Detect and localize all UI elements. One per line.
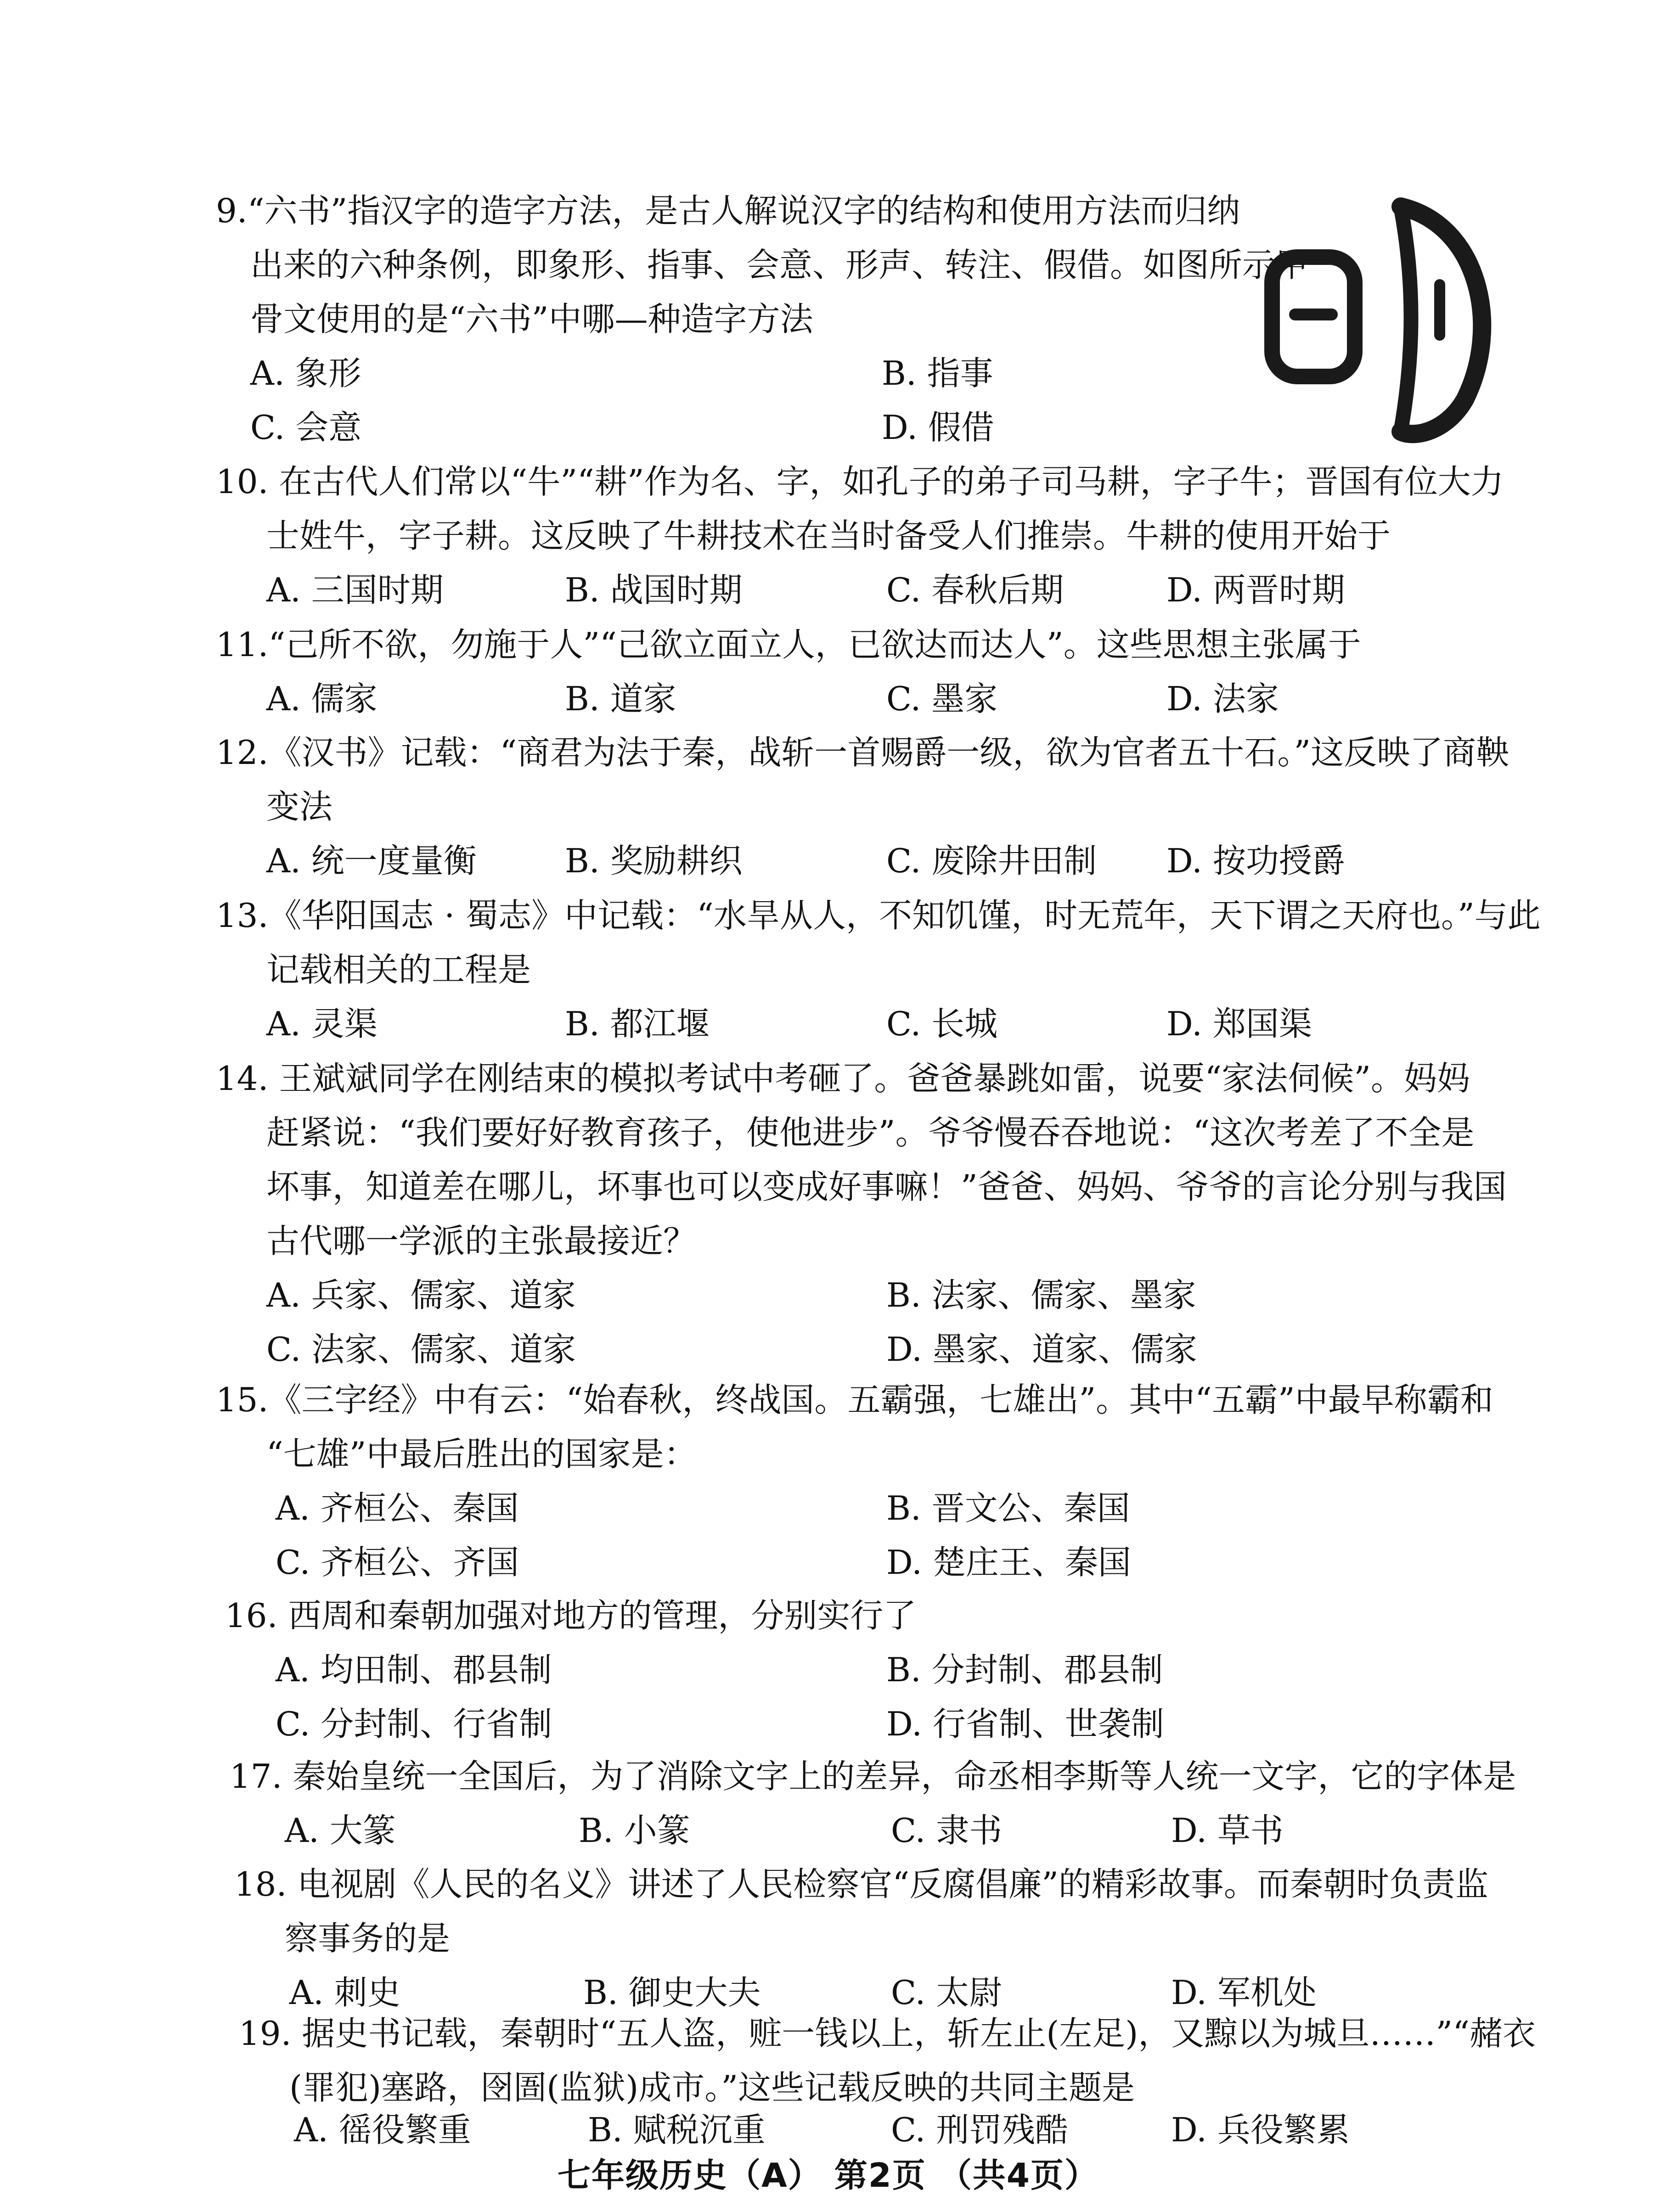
option-d[interactable]: D. 两晋时期 [1166,571,1345,609]
option-row [216,997,1541,1051]
option-d[interactable]: D. 按功授爵 [1166,842,1345,880]
question-17 [230,1749,1516,1858]
question-stem-line: 17. 秦始皇统一全国后，为了消除文字上的差异，命丞相李斯等人统一文字，它的字体是 [230,1757,1516,1796]
question-10 [216,455,1504,617]
question-stem-line: 变法 [266,787,333,826]
option-c[interactable]: C. 法家、儒家、道家 [266,1330,576,1369]
option-c[interactable]: C. 废除井田制 [886,842,1097,880]
question-stem-line: “七雄”中最后胜出的国家是： [266,1435,697,1473]
option-d[interactable]: D. 军机处 [1171,1973,1317,2012]
question-stem-line: 13.《华阳国志 · 蜀志》中记载：“水旱从人，不知饥馑，时无荒年，天下谓之天府也。”与此 [216,896,1541,935]
question-18 [234,1857,1488,2020]
option-c[interactable]: C. 墨家 [886,679,998,718]
question-stem-line: 出来的六种条例，即象形、指事、会意、形声、转注、假借。如图所示甲 [250,246,1309,284]
question-stem-line: 16. 西周和秦朝加强对地方的管理，分别实行了 [225,1596,917,1635]
option-row [216,346,1308,400]
question-stem-line: 察事务的是 [285,1919,451,1958]
option-row [216,1268,1507,1322]
option-a[interactable]: A. 象形 [250,354,361,393]
option-row [216,834,1509,888]
option-c[interactable]: C. 太尉 [891,1973,1003,2012]
option-row [225,1643,1163,1697]
option-a[interactable]: A. 儒家 [266,679,377,718]
option-c[interactable]: C. 长城 [886,1005,998,1043]
question-stem-line: (罪犯)塞路，囹圄(监狱)成市。”这些记载反映的共同主题是 [289,2068,1135,2107]
option-b[interactable]: B. 战国时期 [565,571,743,609]
option-row [216,400,1308,455]
question-19 [239,2006,1536,2115]
question-stem-line: 9.“六书”指汉字的造字方法，是古人解说汉字的结构和使用方法而归纳 [216,191,1240,230]
option-a[interactable]: A. 大篆 [285,1811,396,1850]
option-d[interactable]: D. 法家 [1166,679,1279,718]
option-b[interactable]: B. 赋税沉重 [588,2111,766,2149]
option-a[interactable]: A. 徭役繁重 [294,2111,471,2149]
question-stem-line: 古代哪一学派的主张最接近？ [266,1222,697,1260]
option-row [216,563,1504,617]
option-a[interactable]: A. 兵家、儒家、道家 [266,1276,576,1314]
question-stem-line: 记载相关的工程是 [266,950,531,989]
question-stem-line: 19. 据史书记载，秦朝时“五人盗，赃一钱以上，斩左止(左足)，又黥以为城旦……”“赭衣 [239,2014,1536,2053]
question-stem-line: 18. 电视剧《人民的名义》讲述了人民检察官“反腐倡廉”的精彩故事。而秦朝时负责监 [234,1865,1489,1903]
question-15 [216,1373,1493,1589]
question-16 [225,1589,1164,1751]
page-footer: 七年级历史（A） 第2页 （共4页） [557,2156,1099,2195]
question-13 [216,888,1541,1051]
option-b[interactable]: B. 分封制、郡县制 [886,1651,1163,1689]
option-a[interactable]: A. 均田制、郡县制 [276,1651,552,1689]
question-stem-line: 12.《汉书》记载：“商君为法于秦，战斩一首赐爵一级，欲为官者五十石。”这反映了商鞅 [216,733,1510,772]
option-b[interactable]: B. 法家、儒家、墨家 [886,1276,1196,1314]
question-stem-line: 10. 在古代人们常以“牛”“耕”作为名、字，如孔子的弟子司马耕，字子牛；晋国有位大力 [216,462,1504,501]
question-stem-line: 11.“己所不欲，勿施于人”“己欲立面立人，已欲达而达人”。这些思想主张属于 [216,625,1361,664]
option-a[interactable]: A. 三国时期 [266,571,444,609]
option-row [216,1322,1507,1376]
option-a[interactable]: A. 统一度量衡 [266,842,477,880]
option-row [230,1803,1516,1858]
option-a[interactable]: A. 灵渠 [266,1005,377,1043]
option-d[interactable]: D. 兵役繁累 [1171,2111,1350,2149]
question-9 [216,184,1308,455]
option-d[interactable]: D. 草书 [1171,1811,1284,1850]
option-d[interactable]: D. 墨家、道家、儒家 [886,1330,1197,1369]
option-c[interactable]: C. 分封制、行省制 [276,1705,552,1743]
question-12 [216,725,1509,888]
question-14 [216,1051,1507,1376]
option-row [225,1697,1164,1751]
question-stem-line: 赶紧说：“我们要好好教育孩子，使他进步”。爷爷慢吞吞地说：“这次考差了不全是 [266,1113,1475,1152]
option-c[interactable]: C. 春秋后期 [886,571,1064,609]
option-row [216,1535,1493,1589]
option-d[interactable]: D. 假借 [882,408,994,447]
oracle-bone-ming-glyph-icon [1263,188,1502,445]
option-c[interactable]: C. 隶书 [891,1811,1003,1850]
option-row [216,672,1361,726]
option-d[interactable]: D. 郑国渠 [1166,1005,1312,1043]
option-b[interactable]: B. 晋文公、秦国 [886,1489,1130,1527]
option-c[interactable]: C. 刑罚残酷 [891,2111,1069,2149]
option-b[interactable]: B. 奖励耕织 [565,842,743,880]
option-b[interactable]: B. 都江堰 [565,1005,710,1043]
option-c[interactable]: C. 齐桓公、齐国 [276,1543,519,1582]
option-b[interactable]: B. 小篆 [579,1811,690,1850]
option-a[interactable]: A. 齐桓公、秦国 [276,1489,519,1527]
question-stem-line: 坏事，知道差在哪儿，坏事也可以变成好事嘛！”爸爸、妈妈、爷爷的言论分别与我国 [266,1168,1507,1206]
question-stem-line: 士姓牛，字子耕。这反映了牛耕技术在当时备受人们推崇。牛耕的使用开始于 [266,517,1391,555]
option-c[interactable]: C. 会意 [250,408,362,447]
question-stem-line: 14. 王斌斌同学在刚结束的模拟考试中考砸了。爸爸暴跳如雷，说要“家法伺候”。妈妈 [216,1059,1470,1098]
option-b[interactable]: B. 御史大夫 [583,1973,761,2012]
option-d[interactable]: D. 行省制、世袭制 [886,1705,1164,1743]
option-row [216,1481,1493,1535]
option-d[interactable]: D. 楚庄王、秦国 [886,1543,1131,1582]
question-stem-line: 15.《三字经》中有云：“始春秋，终战国。五霸强，七雄出”。其中“五霸”中最早称霸和 [216,1381,1493,1419]
question-11 [216,618,1361,726]
option-a[interactable]: A. 刺史 [289,1973,400,2012]
option-b[interactable]: B. 道家 [565,679,676,718]
question-stem-line: 骨文使用的是“六书”中哪—种造字方法 [250,300,813,338]
option-b[interactable]: B. 指事 [882,354,993,393]
